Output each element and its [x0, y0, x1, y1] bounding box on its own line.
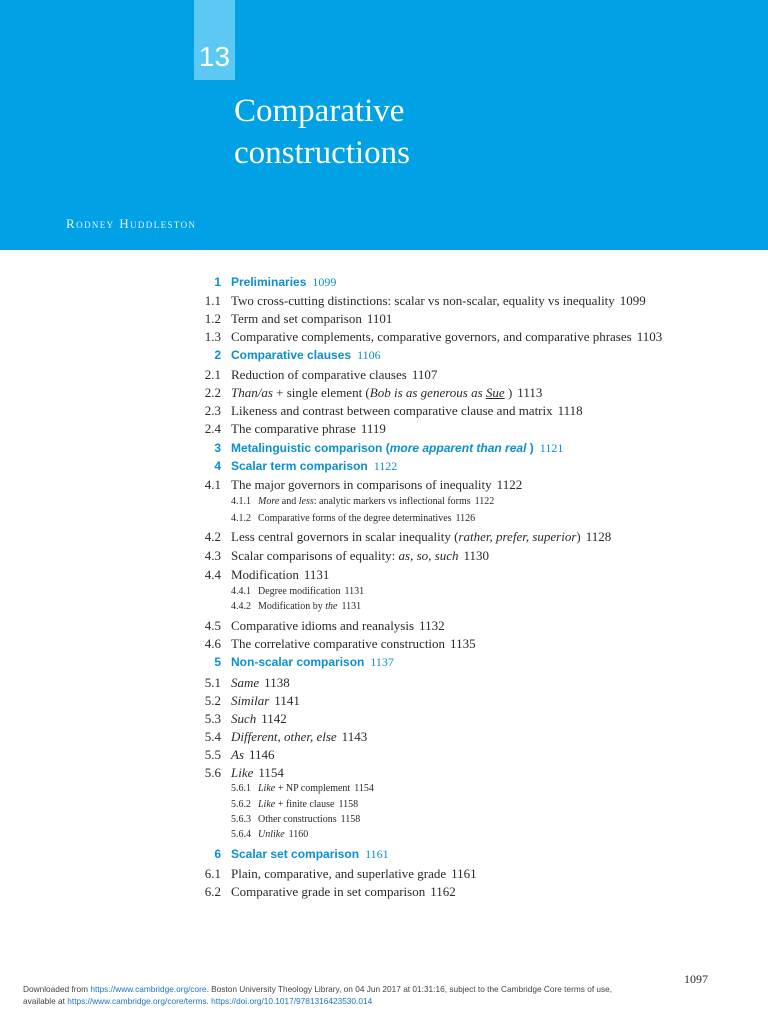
toc-entry-page: 1158 [340, 814, 361, 825]
toc-entry-page: 1107 [411, 367, 438, 382]
toc-entry-title [231, 866, 477, 882]
toc-entry-text-part: Unlike [258, 829, 285, 840]
toc-entry-text-part: the [325, 601, 338, 612]
toc-entry-text-part: ) [576, 529, 581, 544]
chapter-title-line-2: constructions [234, 135, 410, 171]
toc-entry-text-part: Non-scalar comparison [231, 655, 365, 669]
toc-entry-number: 4.1 [204, 477, 221, 492]
toc-entry-page: 1162 [430, 884, 456, 899]
toc-entry-text-part: ) [526, 441, 534, 455]
toc-entry-number: 5.6.4 [231, 829, 251, 840]
toc-entry-title [231, 675, 290, 691]
footer-line2-prefix: available at [23, 996, 68, 1006]
toc-entry-title [258, 496, 494, 507]
toc-entry-page: 1131 [344, 586, 365, 597]
toc-entry-title [258, 799, 358, 810]
toc-entry-number: 1 [214, 275, 221, 289]
toc-entry-text-part: rather, prefer, superior [458, 529, 577, 544]
toc-entry-text-part: As [231, 747, 244, 762]
toc-entry-number: 6.2 [204, 884, 221, 899]
toc-entry-number: 5.4 [204, 729, 221, 744]
toc-entry-text-part: Than/as [231, 385, 273, 400]
toc-entry-page: 1154 [258, 765, 284, 780]
toc-entry-text-part: Less central governors in scalar inequality ( [231, 529, 459, 544]
toc-entry-title [231, 348, 381, 363]
toc-entry-text-part: + single element ( [272, 385, 370, 400]
toc-entry-text-part: Comparative grade in set comparison [231, 884, 426, 899]
toc-entry-number: 3 [214, 441, 221, 455]
toc-entry-title [231, 636, 476, 652]
toc-entry-page: 1113 [517, 385, 543, 400]
toc-entry-number: 1.1 [204, 293, 221, 308]
footer-sep: . [206, 996, 212, 1006]
toc-entry-number: 1.3 [204, 329, 221, 344]
toc-entry-number: 4.2 [204, 529, 221, 544]
toc-entry-page: 1126 [455, 513, 476, 524]
toc-entry-text-part: Like [231, 765, 254, 780]
toc-entry-number: 4.1.1 [231, 496, 251, 507]
toc-entry-text-part: + NP complement [275, 783, 351, 794]
toc-entry-title [258, 513, 475, 524]
toc-entry-text-part: Like [258, 799, 276, 810]
toc-entry-page: 1122 [474, 496, 495, 507]
toc-entry-text-part: More [258, 496, 280, 507]
toc-entry-page: 1099 [619, 293, 646, 308]
toc-entry-text-part: + finite clause [275, 799, 335, 810]
toc-entry-page: 1130 [463, 548, 489, 563]
toc-entry-text-part: Bob is as generous as [369, 385, 486, 400]
toc-entry-number: 4.1.2 [231, 513, 251, 524]
toc-entry-page: 1143 [341, 729, 368, 744]
chapter-title [234, 90, 410, 174]
footer-link-doi[interactable]: https://doi.org/10.1017/9781316423530.014 [211, 996, 373, 1006]
toc-entry-text-part: Two cross-cutting distinctions: scalar vs non-scalar, equality vs inequality [231, 293, 615, 308]
toc-entry-title [231, 329, 662, 345]
toc-entry-title [231, 729, 367, 745]
toc-entry-number: 4.4.1 [231, 586, 251, 597]
toc-entry-text-part: Such [231, 711, 257, 726]
toc-entry-title [231, 618, 445, 634]
toc-entry-page: 1101 [366, 311, 393, 326]
toc-entry-title [258, 586, 364, 597]
toc-entry-text-part: Degree modification [258, 586, 341, 597]
toc-entry-number: 1.2 [204, 311, 221, 326]
toc-entry-text-part: more apparent than real [389, 441, 527, 455]
toc-entry-text-part: less [298, 496, 314, 507]
toc-entry-text-part: The major governors in comparisons of inequality [231, 477, 492, 492]
toc-entry-number: 6 [214, 847, 221, 861]
toc-entry-text-part: Like [258, 783, 276, 794]
toc-entry-text-part: Metalinguistic comparison ( [231, 441, 390, 455]
toc-entry-title [231, 884, 456, 900]
toc-entry-title [231, 847, 389, 862]
toc-entry-page: 1122 [373, 459, 398, 473]
toc-entry-number: 4.5 [204, 618, 221, 633]
toc-entry-page: 1137 [370, 655, 394, 669]
toc-entry-number: 5.6.3 [231, 814, 251, 825]
toc-entry-number: 4 [214, 459, 221, 473]
chapter-author: Rodney Huddleston [66, 216, 197, 231]
toc-entry-page: 1131 [303, 567, 330, 582]
toc-entry-page: 1121 [539, 441, 564, 455]
toc-entry-text-part: Scalar term comparison [231, 459, 368, 473]
toc-entry-page: 1154 [354, 783, 374, 794]
toc-entry-text-part: Plain, comparative, and superlative grade [231, 866, 447, 881]
toc-entry-title [231, 711, 287, 727]
toc-entry-title [231, 421, 386, 437]
toc-entry-text-part: Similar [231, 693, 270, 708]
page-number: 1097 [684, 972, 708, 986]
toc-entry-number: 2 [214, 348, 221, 362]
toc-entry-number: 4.4.2 [231, 601, 251, 612]
toc-entry-text-part: Comparative complements, comparative governors, and comparative phrases [231, 329, 632, 344]
toc-entry-text-part: ) [504, 385, 513, 400]
toc-entry-text-part: The comparative phrase [231, 421, 356, 436]
toc-entry-title [258, 829, 308, 840]
toc-entry-number: 5.1 [204, 675, 221, 690]
toc-entry-title [231, 367, 437, 383]
toc-entry-title [231, 567, 329, 583]
toc-entry-number: 5.2 [204, 693, 221, 708]
toc-entry-title [231, 403, 583, 419]
footer-link-core[interactable]: https://www.cambridge.org/core [90, 984, 207, 994]
toc-entry-text-part: Other constructions [258, 814, 337, 825]
toc-entry-title [231, 765, 284, 781]
toc-entry-number: 5 [214, 655, 221, 669]
toc-entry-number: 2.1 [204, 367, 221, 382]
toc-entry-text-part: Reduction of comparative clauses [231, 367, 407, 382]
toc-entry-number: 4.4 [204, 567, 221, 582]
toc-entry-number: 5.6.2 [231, 799, 251, 810]
toc-entry-page: 1106 [357, 348, 381, 362]
toc-entry-page: 1161 [365, 847, 389, 861]
toc-entry-title [231, 441, 563, 456]
toc-entry-text-part: Likeness and contrast between comparative clause and matrix [231, 403, 553, 418]
toc-entry-text-part: Term and set comparison [231, 311, 362, 326]
toc-entry-title [258, 814, 360, 825]
toc-entry-title [231, 275, 336, 290]
toc-entry-text-part: Preliminaries [231, 275, 307, 289]
toc-entry-text-part: Sue [485, 385, 505, 400]
chapter-title-line-1: Comparative [234, 93, 405, 129]
toc-entry-page: 1132 [419, 618, 445, 633]
toc-entry-text-part: Scalar set comparison [231, 847, 360, 861]
toc-entry-page: 1160 [288, 829, 309, 840]
toc-entry-number: 2.2 [204, 385, 221, 400]
toc-entry-title [258, 601, 361, 612]
toc-entry-text-part: Comparative clauses [231, 348, 352, 362]
toc-entry-number: 5.5 [204, 747, 221, 762]
toc-entry-number: 2.3 [204, 403, 221, 418]
toc-entry-title [231, 655, 394, 670]
toc-entry-title [231, 747, 275, 763]
toc-entry-page: 1161 [451, 866, 477, 881]
toc-entry-title [231, 529, 611, 545]
toc-entry-number: 4.3 [204, 548, 221, 563]
toc-entry-page: 1099 [312, 275, 337, 289]
toc-entry-title [231, 385, 542, 401]
toc-entry-title [231, 548, 489, 564]
toc-entry-number: 5.6.1 [231, 783, 251, 794]
toc-entry-page: 1131 [341, 601, 362, 612]
toc-entry-number: 4.6 [204, 636, 221, 651]
toc-entry-text-part: Comparative idioms and reanalysis [231, 618, 415, 633]
toc-entry-title [231, 477, 522, 493]
toc-entry-number: 5.6 [204, 765, 221, 780]
toc-entry-text-part: Scalar comparisons of equality: [231, 548, 399, 563]
toc-entry-page: 1118 [557, 403, 583, 418]
toc-entry-number: 6.1 [204, 866, 221, 881]
toc-entry-text-part: Different, other, else [231, 729, 337, 744]
toc-entry-title [258, 783, 374, 794]
toc-entry-title [231, 693, 300, 709]
toc-entry-title [231, 459, 397, 474]
footer-prefix: Downloaded from [23, 984, 91, 994]
toc-entry-number: 2.4 [204, 421, 221, 436]
toc-entry-text-part: Comparative forms of the degree determinatives [258, 513, 452, 524]
toc-entry-text-part: and [279, 496, 299, 507]
toc-entry-text-part: : analytic markers vs inflectional forms [313, 496, 471, 507]
toc-entry-number: 5.3 [204, 711, 221, 726]
chapter-number: 13 [194, 0, 235, 80]
toc-entry-page: 1158 [338, 799, 359, 810]
footer-link-terms[interactable]: https://www.cambridge.org/core/terms [67, 996, 207, 1006]
toc-entry-page: 1103 [636, 329, 663, 344]
toc-entry-page: 1141 [274, 693, 300, 708]
toc-entry-page: 1138 [264, 675, 290, 690]
toc-entry-page: 1119 [360, 421, 386, 436]
toc-entry-text-part: Modification by [258, 601, 326, 612]
toc-entry-page: 1146 [249, 747, 275, 762]
toc-entry-title [231, 293, 646, 309]
toc-entry-title [231, 311, 392, 327]
toc-entry-page: 1122 [496, 477, 523, 492]
toc-entry-text-part: The correlative comparative construction [231, 636, 446, 651]
toc-entry-text-part: Modification [231, 567, 299, 582]
chapter-banner [0, 0, 768, 250]
toc-entry-text-part: as, so, such [398, 548, 459, 563]
download-footer [23, 983, 743, 1007]
toc-entry-text-part: Same [231, 675, 260, 690]
toc-entry-page: 1135 [450, 636, 476, 651]
toc-entry-page: 1128 [585, 529, 612, 544]
footer-mid: . Boston University Theology Library, on 04 Jun 2017 at 01:31:16, subject to the Cambridge Core terms of use, [206, 984, 613, 994]
toc-entry-page: 1142 [261, 711, 287, 726]
